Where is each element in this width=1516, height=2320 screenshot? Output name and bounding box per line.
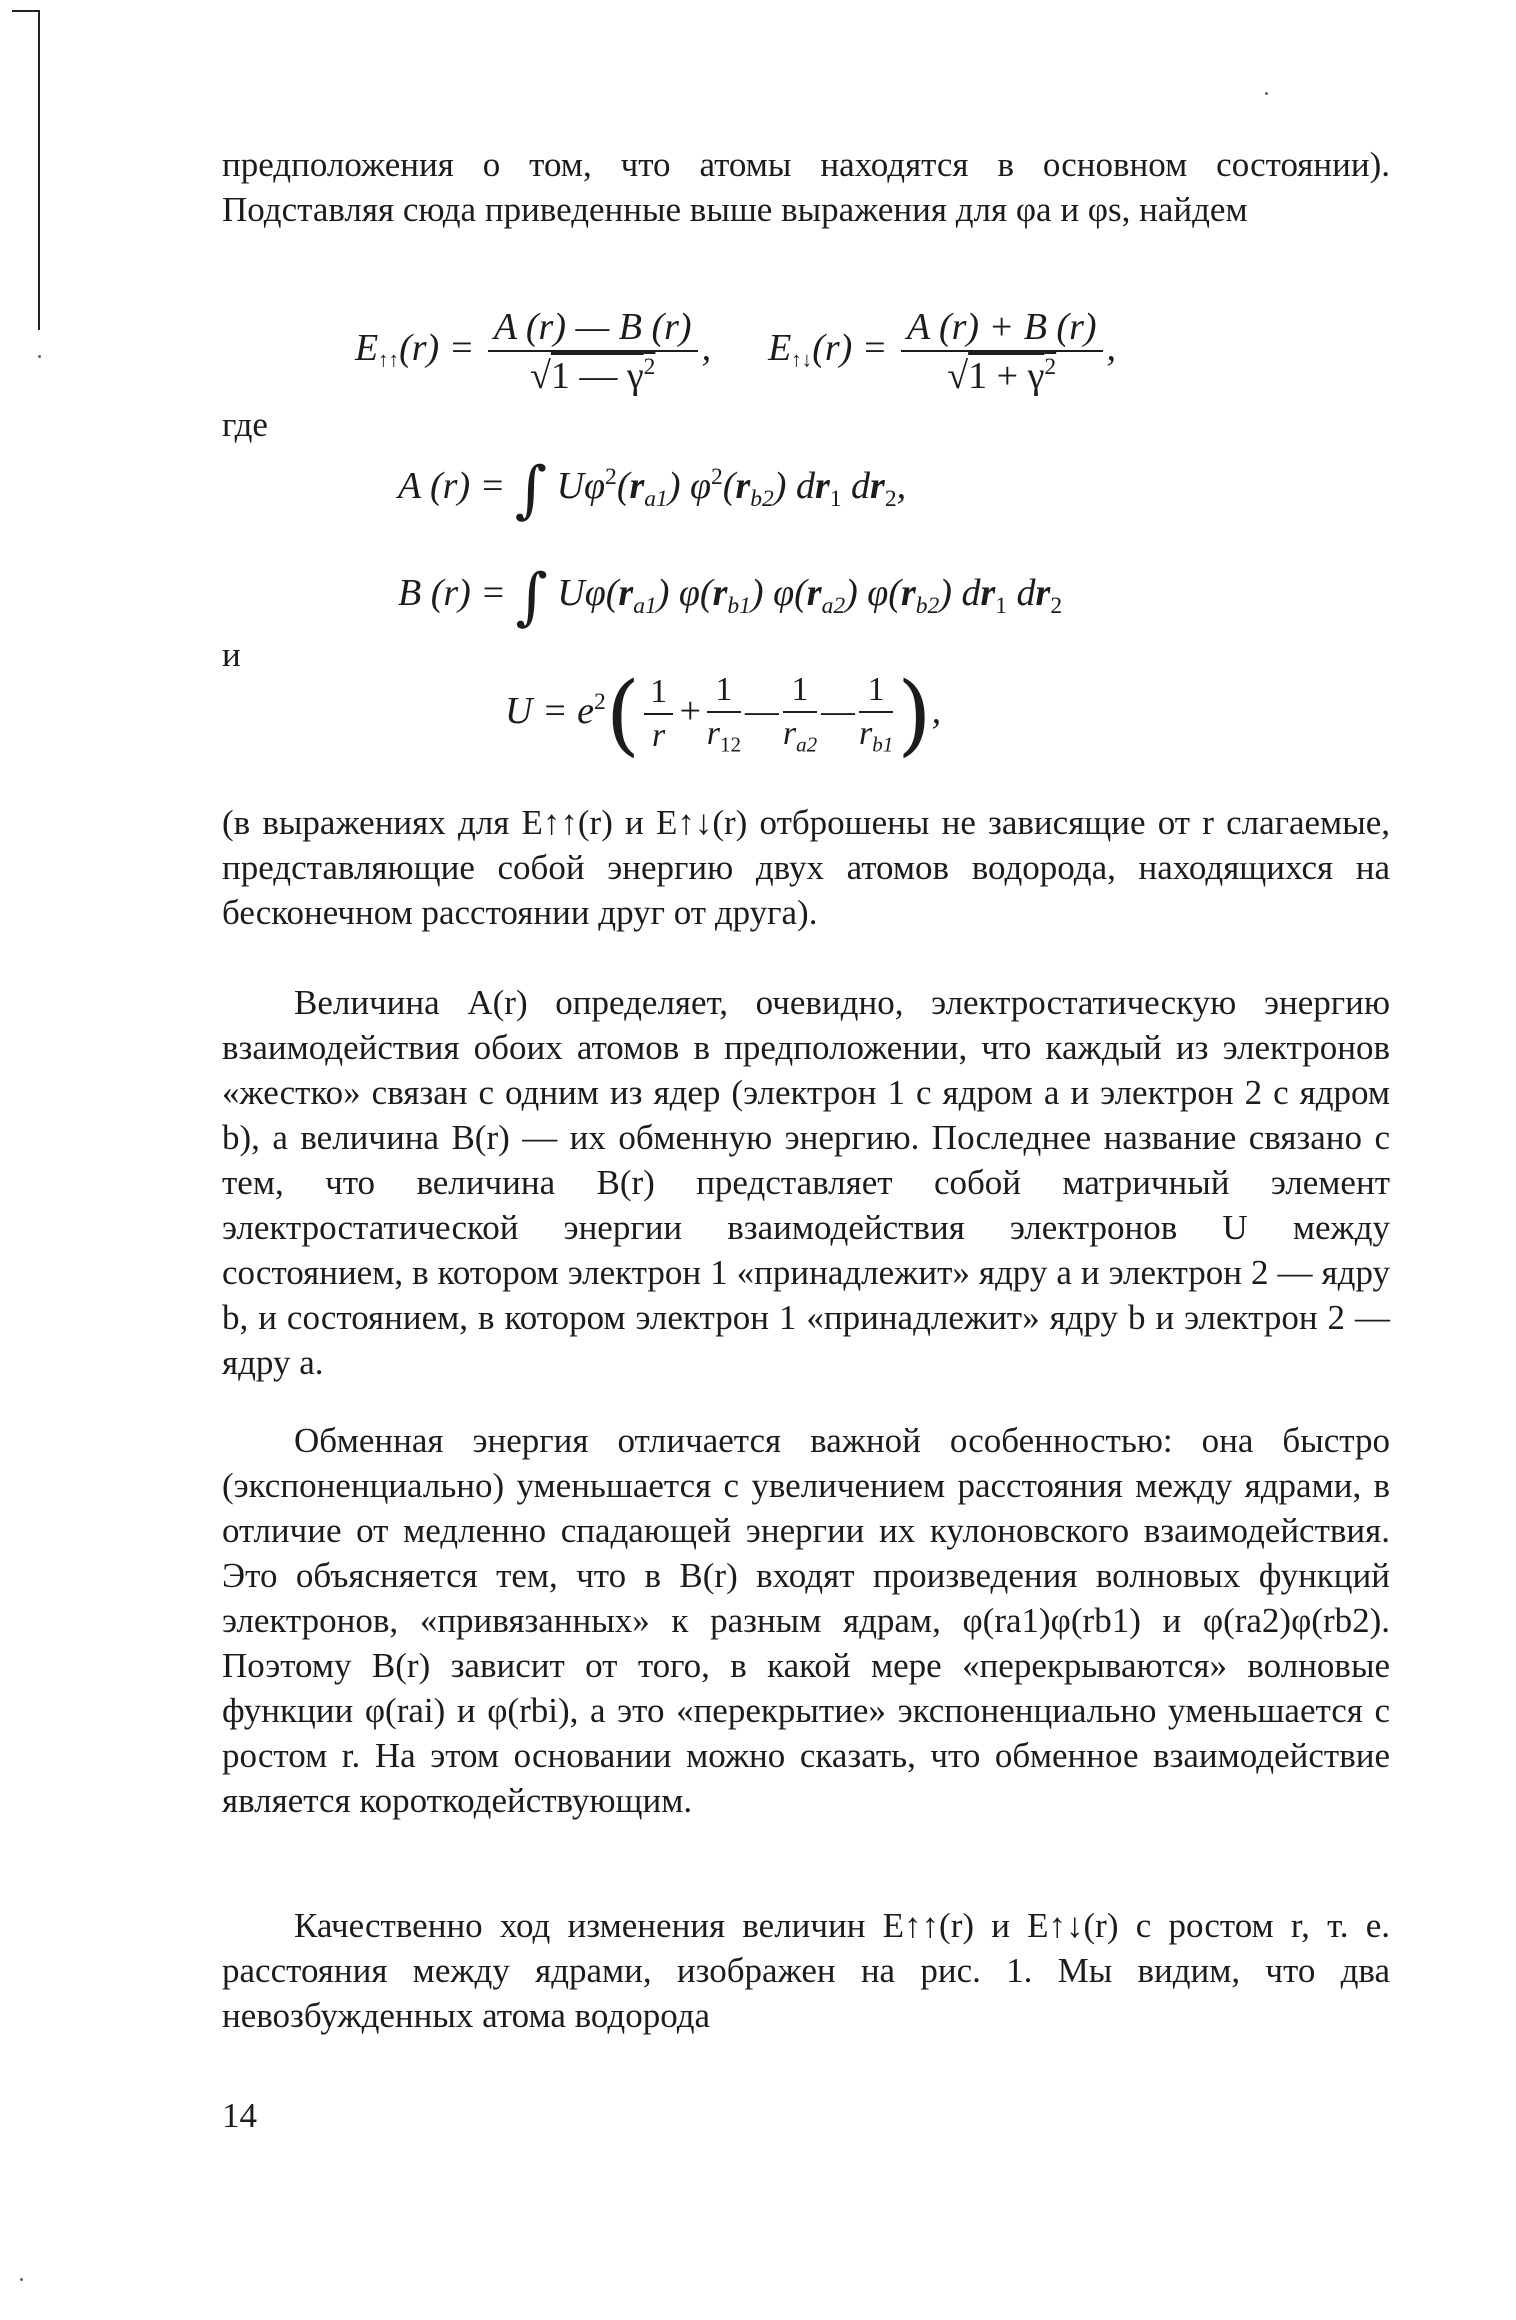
scan-dot bbox=[38, 355, 41, 358]
scan-margin-line bbox=[38, 10, 40, 330]
formula-B: B (r) = ∫ $U\varphi(r_{a1})$ $\varphi(r_{b1})$ $\varphi(r_{a2})$ $\varphi(r_{b2})$ $dr_1$ $dr_2$ bbox=[398, 559, 1063, 632]
formula-U-text bbox=[505, 670, 506, 671]
paragraph-short-range bbox=[222, 1418, 1390, 1823]
paragraph-exchange-energy bbox=[222, 980, 1390, 1385]
label-where: где bbox=[222, 405, 268, 444]
scan-margin-line-top bbox=[12, 10, 40, 12]
paragraph-short-range-text: Обменная энергия отличается важной особенностью: она быстро (экспоненциально) уменьшается с увеличением расстояния между ядрами, в отличие от медленно спадающей энергии их кулоновского взаимодействия. Это объясняется тем, что в B(r) входят произведения волновых функций электронов, «привязанных» к разным ядрам, φ(ra1)φ(rb1) и φ(ra2)φ(rb2). Поэтому B(r) зависит от того, в какой мере «перекрываются» волновые функции φ(rai) и φ(rbi), а это «перекрытие» экспоненциально уменьшается с ростом r. На этом основании можно сказать, что обменное взаимодействие является короткодействующим. bbox=[222, 1421, 1390, 1820]
paragraph-exchange-energy-text: Величина A(r) определяет, очевидно, электростатическую энергию взаимодействия обоих атомов в предположении, что каждый из электронов «жестко» связан с одним из ядер (электрон 1 с ядром a и электрон 2 с ядром b), а величина B(r) — их обменную энергию. Последнее название связано с тем, что величина B(r) представляет собой матричный элемент электростатической энергии взаимодействия электронов U между состоянием, в котором электрон 1 «принадлежит» ядру a и электрон 2 — ядру b, и состоянием, в котором электрон 1 «принадлежит» ядру b и электрон 2 — ядру a. bbox=[222, 983, 1390, 1382]
paragraph-dropped-terms: (в выражениях для E↑↑(r) и E↑↓(r) отброшены не зависящие от r слагаемые, представляющие собой энергию двух атомов водорода, находящихся на бесконечном расстоянии друг от друга). bbox=[222, 803, 1390, 932]
label-and: и bbox=[222, 635, 241, 674]
scan-dot bbox=[1265, 92, 1268, 95]
paragraph-intro: предположения о том, что атомы находятся в основном состоянии). Подставляя сюда приведенные выше выражения для φa и φs, найдем bbox=[222, 145, 1390, 229]
formula-energy: E↑↑(r) = $\frac{A (r) — B (r)}{√1 — \gamma^2}$ , E↑↓(r) = $\frac{A (r) + B (r)}{√1 + \gamma^2}$ , bbox=[355, 306, 1117, 398]
formula-B-text bbox=[398, 565, 399, 566]
formula-A-text bbox=[398, 458, 399, 459]
page-number: 14 bbox=[222, 2096, 257, 2135]
scan-dot bbox=[20, 2278, 23, 2281]
formula-U: $U = e^2$( $\frac{1}{r}$ + $\frac{1}{r_{12}}$ — $\frac{1}{r_{a2}}$ — $\frac{1}{r_{b1}}$ ), bbox=[505, 662, 942, 765]
formula-energy-text bbox=[355, 308, 356, 309]
paragraph-figure-reference-text: Качественно ход изменения величин E↑↑(r) и E↑↓(r) с ростом r, т. е. расстояния между ядрами, изображен на рис. 1. Мы видим, что два невозбужденных атома водорода bbox=[222, 1906, 1390, 2035]
paragraph-figure-reference bbox=[222, 1903, 1390, 2038]
formula-A: A (r) = ∫ $U\varphi^2(r_{a1})$ $\varphi^2(r_{b2})$ $dr_1$ $dr_2$, bbox=[398, 452, 907, 525]
